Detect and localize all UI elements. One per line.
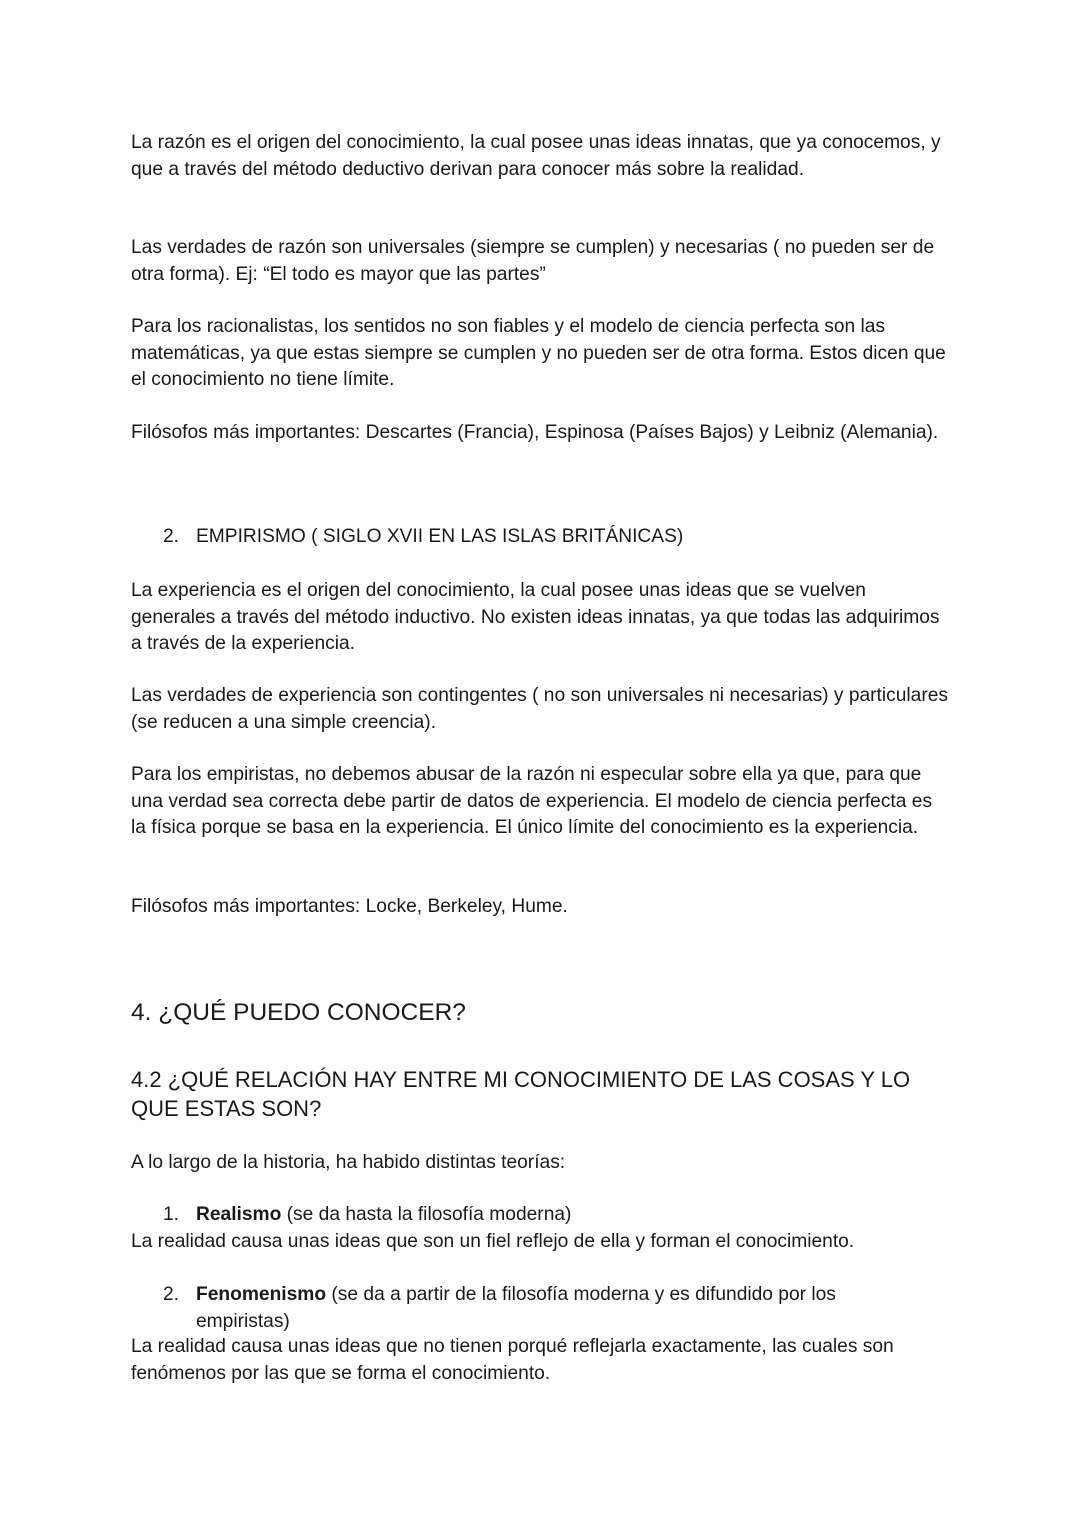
theory-description-realism: La realidad causa unas ideas que son un fiel reflejo de ella y forman el conocimiento. <box>131 1231 855 1252</box>
section-title: 4. ¿QUÉ PUEDO CONOCER? <box>131 999 466 1026</box>
rationalism-paragraph-senses: Para los racionalistas, los sentidos no son fiables y el modelo de ciencia perfecta son las matemáticas, ya que estas siempre se cumplen y no pueden ser de otra forma. Estos dicen que el conocimiento no tiene límite. <box>131 316 946 390</box>
rationalism-paragraph-truths: Las verdades de razón son universales (siempre se cumplen) y necesarias ( no pueden ser de otra forma). Ej: “El todo es mayor que las partes” <box>131 237 935 285</box>
list-number: 2. <box>163 1284 180 1305</box>
theory-note: (se da a partir de la filosofía moderna y es difundido por los empiristas) <box>196 1284 836 1332</box>
theories-intro: A lo largo de la historia, ha habido distintas teorías: <box>131 1152 566 1173</box>
theory-list-item-phenomenism <box>163 1282 943 1332</box>
empiricism-paragraph-origin: La experiencia es el origen del conocimiento, la cual posee unas ideas que se vuelven generales a través del método inductivo. No existen ideas innatas, ya que todas las adquirimos a través de la experiencia. <box>131 580 940 654</box>
theory-description-phenomenism: La realidad causa unas ideas que no tienen porqué reflejarla exactamente, las cuales son fenómenos por las que se forma el conocimiento. <box>131 1336 894 1384</box>
theory-list-item-realism <box>163 1202 943 1229</box>
empiricism-paragraph-truths: Las verdades de experiencia son contingentes ( no son universales ni necesarias) y particulares (se reducen a una simple creencia). <box>131 685 948 733</box>
rationalism-paragraph-philosophers: Filósofos más importantes: Descartes (Francia), Espinosa (Países Bajos) y Leibniz (Alemania). <box>131 422 939 443</box>
list-number: 2. <box>163 526 180 547</box>
empiricism-list-item <box>163 524 943 551</box>
rationalism-paragraph-origin: La razón es el origen del conocimiento, la cual posee unas ideas innatas, que ya conocemos, y que a través del método deductivo derivan para conocer más sobre la realidad. <box>131 132 941 180</box>
theory-name: Fenomenismo <box>196 1284 327 1305</box>
theory-note: (se da hasta la filosofía moderna) <box>281 1204 572 1225</box>
list-number: 1. <box>163 1204 180 1225</box>
empiricism-heading: EMPIRISMO ( SIGLO XVII EN LAS ISLAS BRITÁNICAS) <box>196 526 684 547</box>
theory-name: Realismo <box>196 1204 282 1225</box>
theory-body <box>196 1282 896 1335</box>
empiricism-paragraph-reason: Para los empiristas, no debemos abusar de la razón ni especular sobre ella ya que, para que una verdad sea correcta debe partir de datos de experiencia. El modelo de ciencia perfecta es la física porque se basa en la experiencia. El único límite del conocimiento es la experiencia. <box>131 764 933 838</box>
empiricism-paragraph-philosophers: Filósofos más importantes: Locke, Berkeley, Hume. <box>131 896 568 917</box>
section-subtitle: 4.2 ¿QUÉ RELACIÓN HAY ENTRE MI CONOCIMIENTO DE LAS COSAS Y LO QUE ESTAS SON? <box>131 1067 911 1121</box>
